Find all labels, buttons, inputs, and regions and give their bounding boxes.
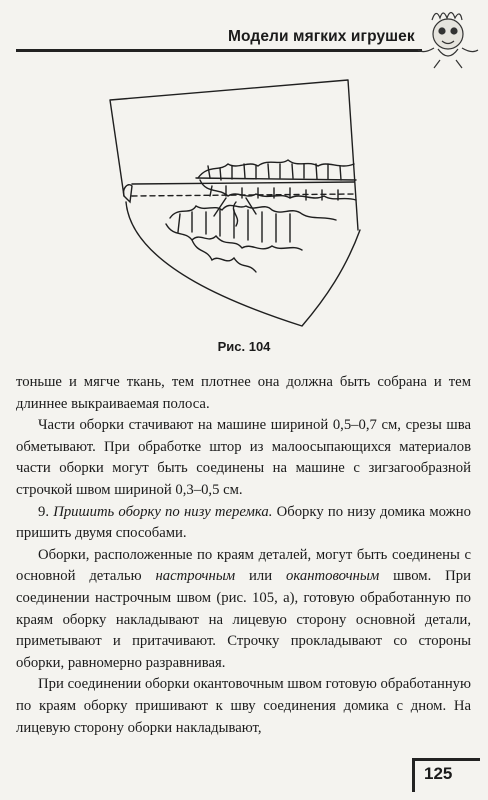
text-run: Оборки, расположенные по краям деталей, могут быть соединены с основной деталью: [16, 546, 471, 585]
running-header-title: Модели мягких игрушек: [228, 28, 415, 45]
paragraph: Части оборки стачивают на машине шириной 0,5–0,7 см, срезы шва обметывают. При обработке штор из малоосыпающихся материалов части оборки могут быть соединены на машине с зигзагообразной строчкой швом шириной 0,3–0,5 см.: [16, 417, 471, 498]
term-italic: окантовочным: [286, 568, 380, 585]
step-text: Оборку по низу домика можно пришить двумя способами.: [16, 503, 471, 542]
ruffle-figure: [96, 78, 396, 330]
figure-caption: Рис. 104: [217, 339, 271, 354]
page-number: 125: [424, 764, 453, 783]
header-rule: [16, 49, 422, 52]
footer-rule-vertical: [412, 758, 415, 792]
footer-rule-horizontal: [412, 758, 480, 761]
fabric-fold: [124, 182, 354, 202]
rag-doll-icon: [412, 4, 484, 70]
text-run: или: [235, 568, 287, 585]
body-text: [16, 372, 471, 739]
ruffle-lower: [166, 198, 336, 272]
paragraph-step-9: [16, 502, 471, 545]
step-number: 9.: [38, 503, 54, 520]
paragraph: При соединении оборки окантовочным швом готовую обработанную по краям оборку пришивают к шву соединения домика с дном. На лицевую сторону оборки накладывают,: [16, 676, 471, 736]
step-title: Пришить оборку по низу теремка.: [53, 503, 273, 520]
paragraph: тоньше и мягче ткань, тем плотнее она должна быть собрана и тем длиннее выкраиваемая полоса.: [16, 374, 471, 412]
paragraph: [16, 545, 471, 675]
term-italic: настрочным: [155, 568, 236, 585]
text-run: швом. При соединении настрочным швом (рис. 105, а), готовую обработанную по краям оборку накладывают на лицевую сторону основной детали, приметывают и притачивают. Строчку прокладывают со стороны оборки, равномерно разравнивая.: [16, 568, 471, 671]
